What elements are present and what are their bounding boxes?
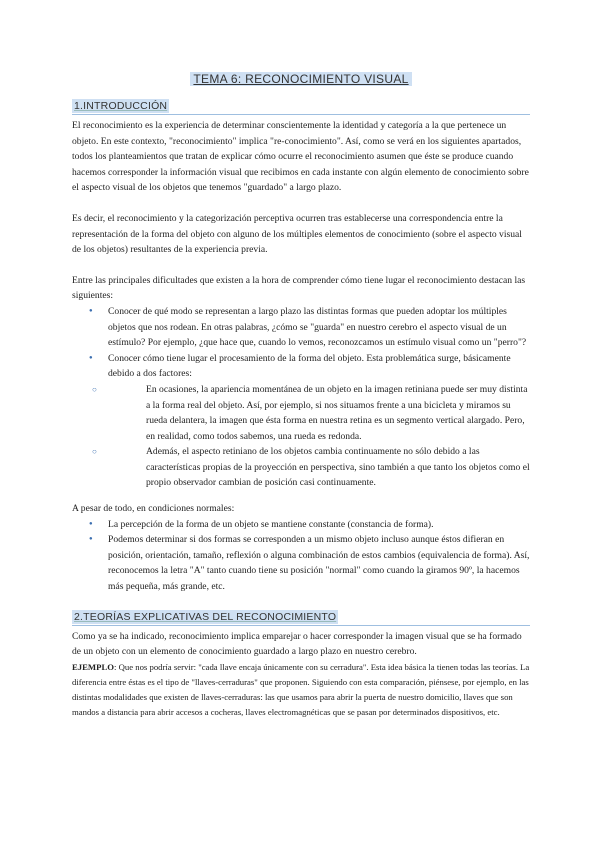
list-item-text: Conocer cómo tiene lugar el procesamiento de la forma del objeto. Esta problemática surge, básicamente debido a dos factores: xyxy=(108,352,511,380)
sublist-item: ○ Además, el aspecto retiniano de los objetos cambia continuamente no sólo debido a las características propias de la proyección en perspectiva, sino también a que tanto los objetos como el propio observador cambian de posición casi continuamente. xyxy=(72,444,530,491)
list-item xyxy=(72,351,530,491)
section2-paragraph-1: Como ya se ha indicado, reconocimiento implica emparejar o hacer corresponder la imagen visual que se ha formado de un objeto con un elemento de conocimiento guardado a largo plazo en nuestro cerebro. xyxy=(72,630,522,658)
section1-heading: 1.INTRODUCCIÓN xyxy=(74,100,168,112)
document-page xyxy=(72,70,530,720)
section2-heading-line xyxy=(72,607,530,626)
normal-conditions-list xyxy=(72,517,530,595)
list-item: ● Podemos determinar si dos formas se corresponden a un mismo objeto incluso aunque éstos difieran en posición, orientación, tamaño, reflexión o alguna combinación de estos cambios (equivalencia de forma). Así, reconocemos la letra "A" tanto cuando tiene su posición "normal" como cuando la giramos 90º, la hacemos más pequeña, más grande, etc. xyxy=(72,532,530,594)
section2-heading: 2.TEORÍAS EXPLICATIVAS DEL RECONOCIMIENTO xyxy=(74,610,337,623)
example-text: : Que nos podría servir: "cada llave encaja únicamente con su cerradura". Esta idea básica la tienen todas las teorías. La diferencia entre éstas es el tipo de "llaves-cerraduras" que proponen. Siguiendo con esta comparación, piénsese, por ejemplo, en las distintas modalidades que existen de llaves-cerraduras: las que usamos para abrir la puerta de nuestro domicilio, llaves que son mandos a distancia para abrir accesos a cocheras, llaves electromagnéticas que se pasan por determinados dispositivos, etc. xyxy=(72,661,530,717)
page-title: TEMA 6: RECONOCIMIENTO VISUAL xyxy=(190,72,411,86)
difficulties-list xyxy=(72,304,530,491)
list-item: ● La percepción de la forma de un objeto se mantiene constante (constancia de forma). xyxy=(72,517,530,533)
factors-sublist xyxy=(72,382,530,491)
section1-paragraph-1: El reconocimiento es la experiencia de determinar conscientemente la identidad y categoría a la que pertenece un objeto. En este contexto, "reconocimiento" implica "re-conocimiento". Así, como se verá en los siguientes apartados, todos los planteamientos que tratan de explicar cómo ocurre el reconocimiento asumen que éste se produce cuando hacemos corresponder la información visual que recibimos en cada instante con algún elemento de conocimiento sobre el aspecto visual de los objetos que tenemos "guardado" a largo plazo. xyxy=(72,120,529,194)
section1-paragraph-3: Entre las principales dificultades que existen a la hora de comprender cómo tiene lugar el reconocimiento destacan las siguientes: xyxy=(72,274,526,302)
example-paragraph xyxy=(72,660,530,720)
section1-heading-line xyxy=(72,96,530,115)
list-item: ● Conocer de qué modo se representan a largo plazo las distintas formas que pueden adoptar los múltiples objetos que nos rodean. En otras palabras, ¿cómo se "guarda" en nuestro cerebro el aspecto visual de un estímulo? Por ejemplo, ¿que hace que, cuando lo vemos, reconozcamos un estímulo visual como un "perro"? xyxy=(72,304,530,351)
section1-paragraph-4: A pesar de todo, en condiciones normales: xyxy=(72,503,235,515)
sublist-item: ○ En ocasiones, la apariencia momentánea de un objeto en la imagen retiniana puede ser muy distinta a la forma real del objeto. Así, por ejemplo, si nos situamos frente a una bicicleta y miramos su rueda delantera, la imagen que ésta forma en nuestra retina es un segmento vertical alargado. Pero, en realidad, como todos sabemos, una rueda es redonda. xyxy=(72,382,530,444)
section1-paragraph-2: Es decir, el reconocimiento y la categorización perceptiva ocurren tras establecerse una correspondencia entre la representación de la forma del objeto con alguno de los múltiples elementos de conocimiento (sobre el aspecto visual de los objetos) resultantes de la experiencia previa. xyxy=(72,212,522,256)
example-label: EJEMPLO xyxy=(72,661,114,672)
title-wrap xyxy=(72,70,530,88)
